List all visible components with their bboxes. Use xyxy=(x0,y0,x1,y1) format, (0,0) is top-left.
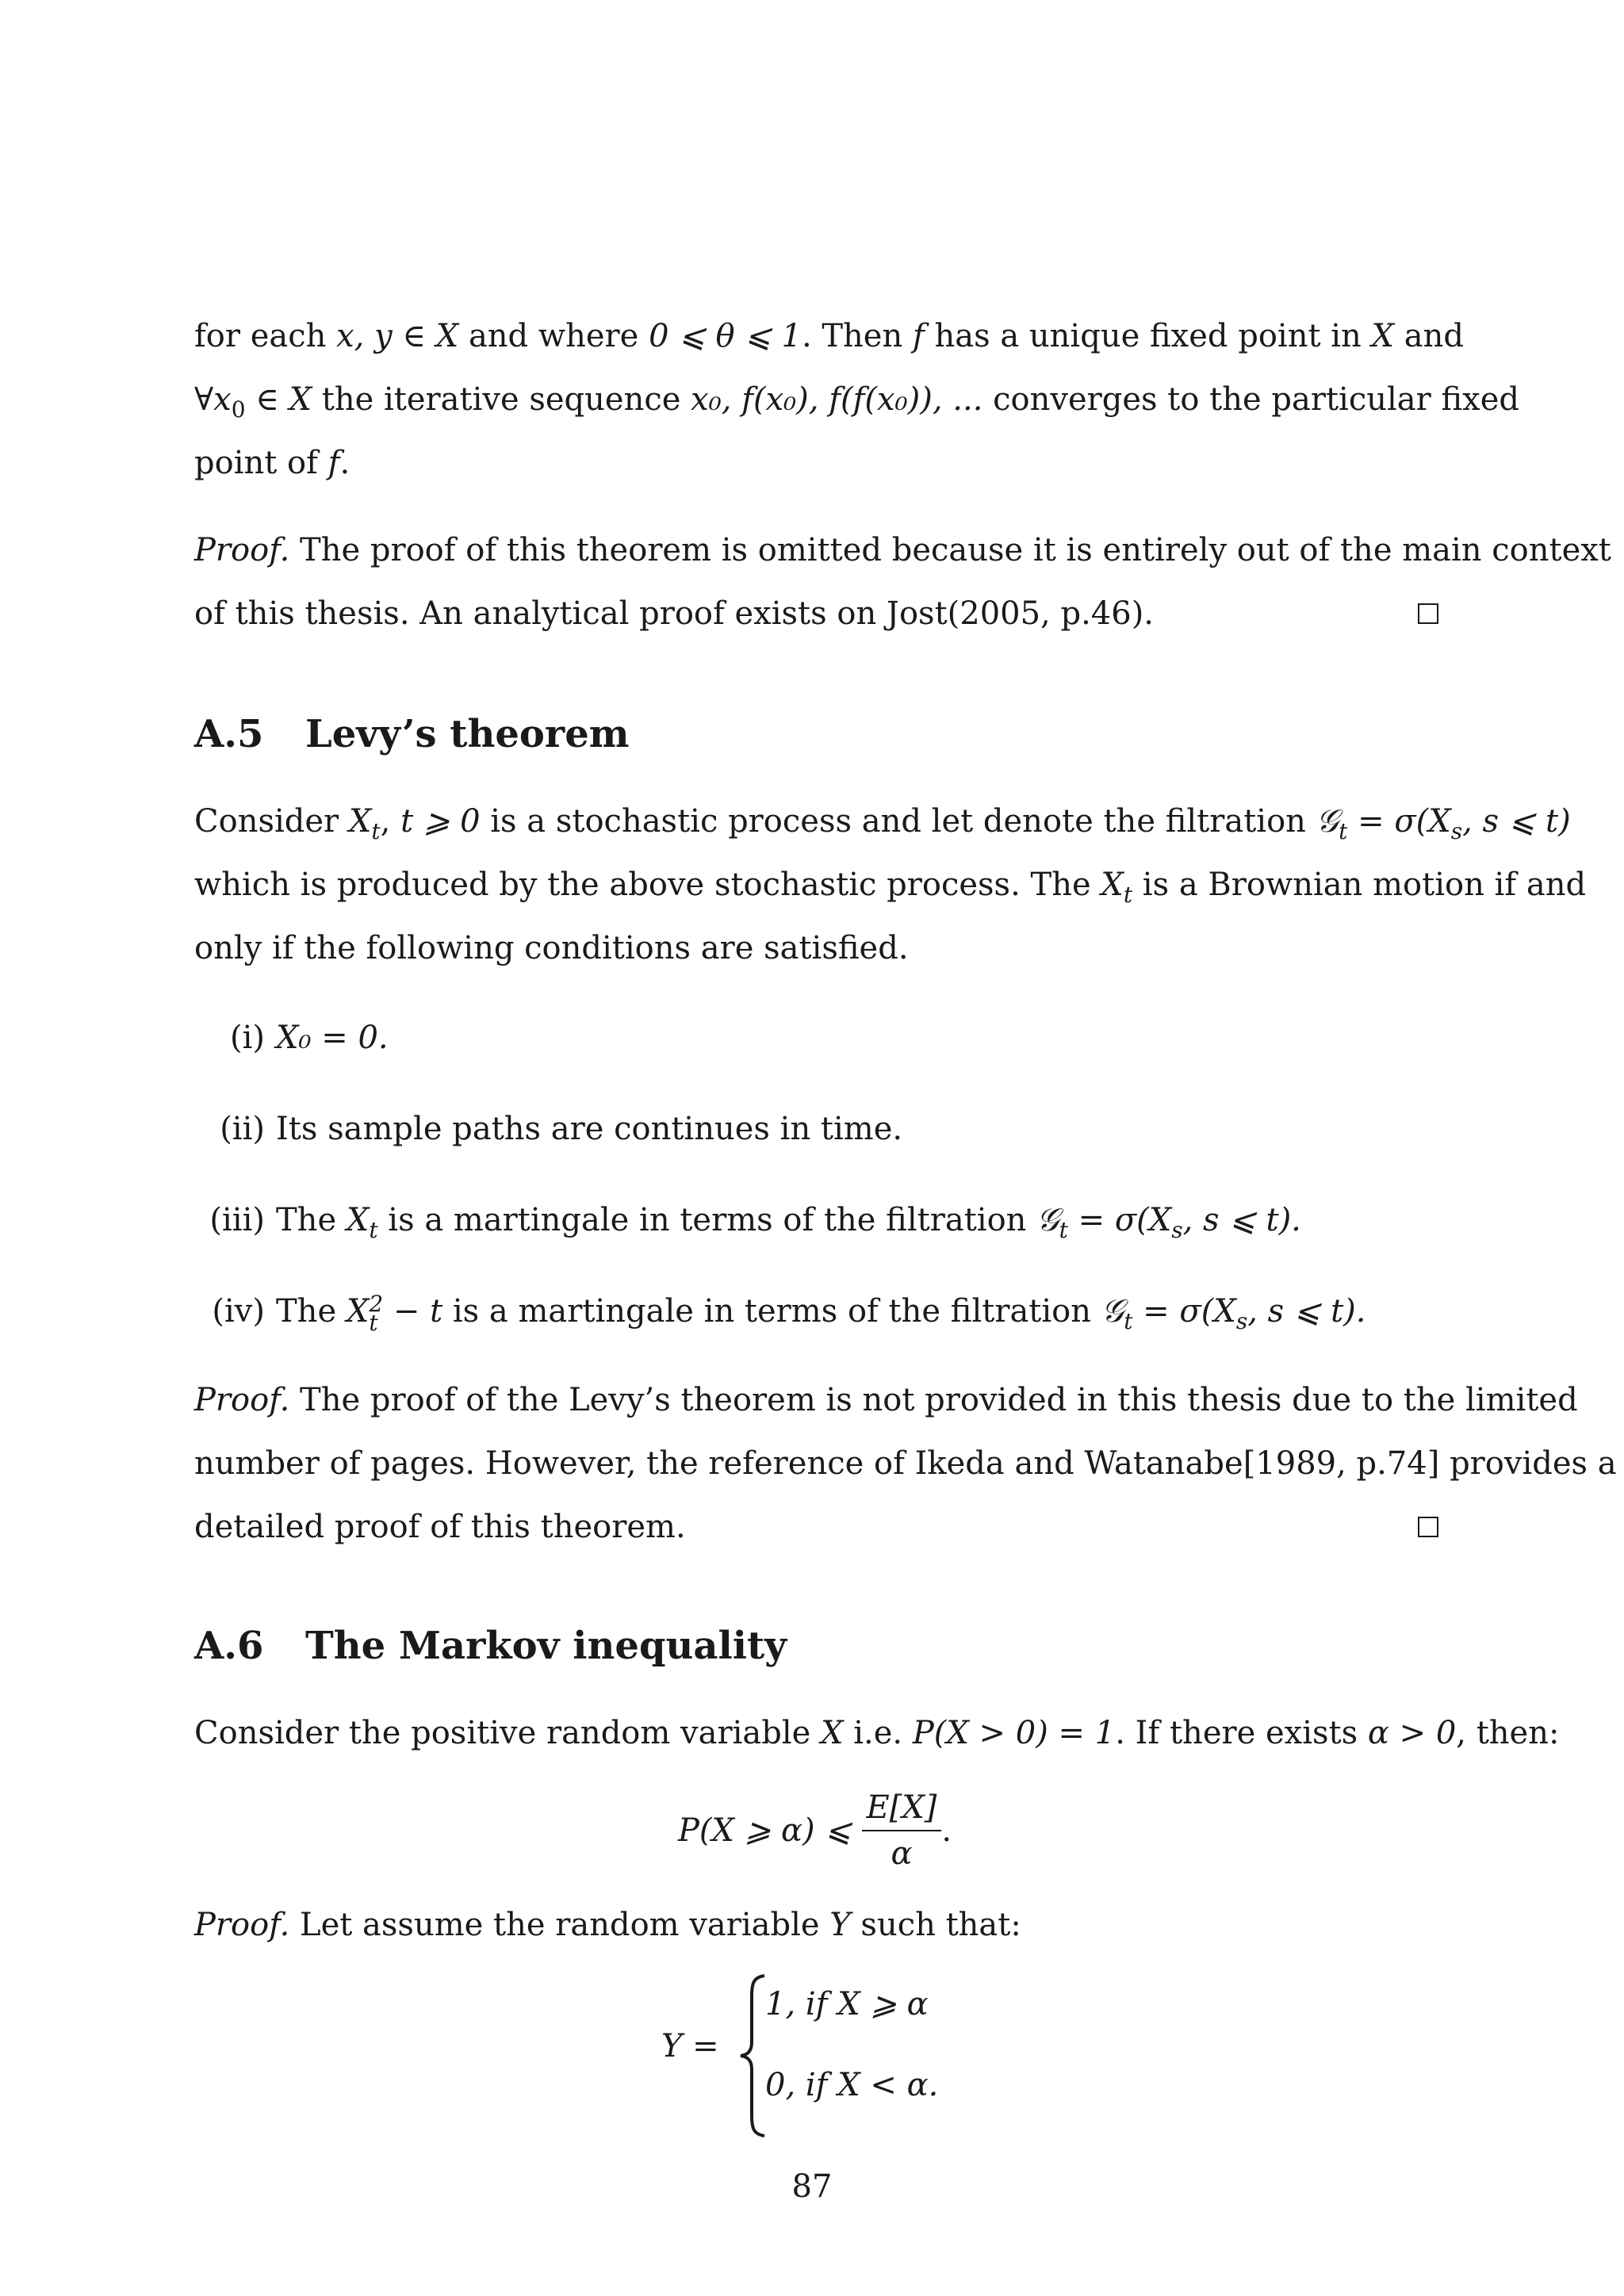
markov-equation-fraction: $\frac{E[X]}{\alpha}$ xyxy=(862,1785,942,1876)
left-brace-icon xyxy=(737,1973,769,2139)
condition-item-iii: (iii) The $X_t$ is a martingale in terms of the filtration 𝒢$_t$ = $\sigma(X_s$, s ⩽ t). xyxy=(209,1202,1301,1243)
condition-item-iv: (iv) The X 2 t − t is a martingale in terms of the filtration 𝒢$_t$ = $\sigma(X_s$, s ⩽ t). xyxy=(212,1291,1366,1336)
theorem-line-1: for each x, y ∈ X and where 0 ⩽ θ ⩽ 1. Then f has a unique fixed point in X and xyxy=(194,318,1464,354)
piecewise-case-1: 1, if X ⩾ α xyxy=(765,1986,929,2022)
piecewise-lhs: Y = xyxy=(661,2028,719,2064)
proof1-line-2: of this thesis. An analytical proof exists on Jost(2005, p.46). xyxy=(194,595,1155,632)
condition-item-ii: (ii) Its sample paths are continues in time. xyxy=(220,1111,903,1147)
a5-para-line-2: which is produced by the above stochastic process. The $X_t$ is a Brownian motion if and xyxy=(194,867,1587,908)
a6-para-line-1: Consider the positive random variable X i.e. P(X > 0) = 1. If there exists α > 0, then: xyxy=(194,1715,1560,1751)
markov-equation: P(X ⩾ α) ⩽ $\frac{E[X]}{\alpha}$ . xyxy=(678,1785,952,1876)
proof2-line-3: detailed proof of this theorem. xyxy=(194,1509,686,1545)
qed-symbol-2 xyxy=(1418,1517,1438,1537)
a5-para-line-3: only if the following conditions are satisfied. xyxy=(194,930,909,966)
proof1-line-1: Proof. The proof of this theorem is omitted because it is entirely out of the main context xyxy=(194,532,1611,568)
section-heading-a6: A.6 The Markov inequality xyxy=(194,1624,787,1668)
theorem-line-2: $\forall x_0$ ∈ X the iterative sequence x₀, f(x₀), f(f(x₀)), ... converges to the particular fixed xyxy=(194,381,1519,423)
page-number: 87 xyxy=(791,2168,833,2205)
section-heading-a5: A.5 Levy’s theorem xyxy=(194,712,630,756)
a5-para-line-1: Consider $X_t$, t ⩾ 0 is a stochastic process and let denote the filtration 𝒢$_t$ = $\sigma(X_s$, s ⩽ t) xyxy=(194,803,1571,844)
condition-item-i: (i) X₀ = 0. xyxy=(229,1020,389,1056)
proof2-line-1: Proof. The proof of the Levy’s theorem is not provided in this thesis due to the limited xyxy=(194,1382,1578,1418)
proof3-line-1: Proof. Let assume the random variable Y such that: xyxy=(194,1907,1021,1943)
markov-equation-lhs: P(X ⩾ α) ⩽ xyxy=(678,1812,852,1849)
proof2-line-2: number of pages. However, the reference of Ikeda and Watanabe[1989, p.74] provides a xyxy=(194,1445,1617,1482)
qed-symbol-1 xyxy=(1418,603,1438,624)
piecewise-case-2: 0, if X < α. xyxy=(765,2067,939,2103)
theorem-line-3: point of f. xyxy=(194,445,350,481)
